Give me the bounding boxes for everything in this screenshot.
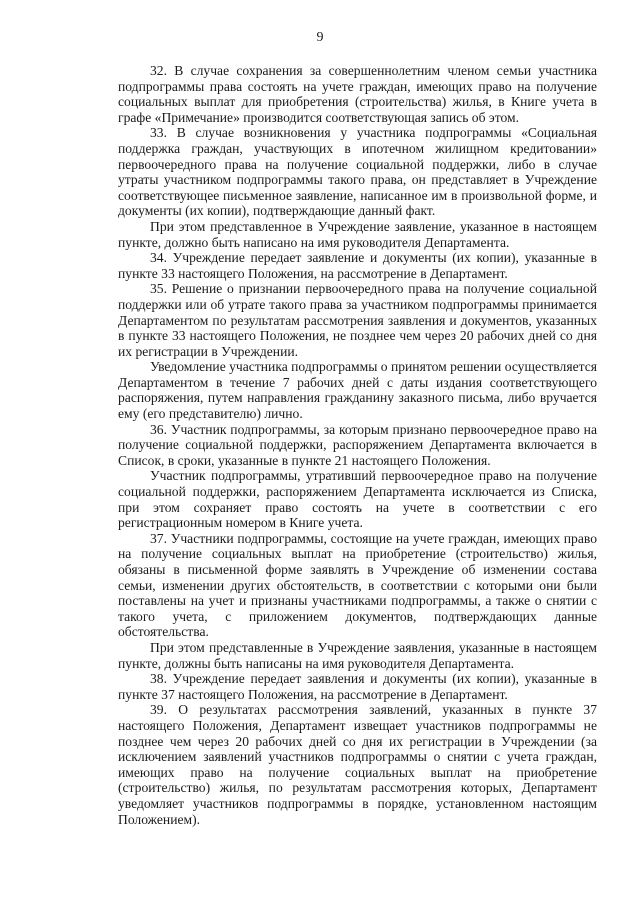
paragraph-32: 32. В случае сохранения за совершеннолетним членом семьи участника подпрограммы права состоять на учете граждан, имеющих право на получение социальных выплат для приобретения (строительства) жилья, в Книге учета в графе «Примечание» производится соответствующая запись об этом.	[118, 63, 597, 125]
paragraph-35-notice: Уведомление участника подпрограммы о принятом решении осуществляется Департаментом в течение 7 рабочих дней с даты издания соответствующего распоряжения, путем направления гражданину заказного письма, либо вручается ему (его представителю) лично.	[118, 359, 597, 422]
paragraph-36-loss: Участник подпрограммы, утративший первоочередное право на получение социальной поддержки, распоряжением Департамента исключается из Списка, при этом сохраняет право состоять на учете в соответствии с его регистрационным номером в Книге учета.	[118, 468, 597, 531]
paragraph-33-note: При этом представленное в Учреждение заявление, указанное в настоящем пункте, должно быть написано на имя руководителя Департамента.	[118, 218, 597, 250]
paragraph-37-note: При этом представленные в Учреждение заявления, указанные в настоящем пункте, должны быть написаны на имя руководителя Департамента.	[118, 639, 597, 671]
paragraph-34: 34. Учреждение передает заявление и документы (их копии), указанные в пункте 33 настоящего Положения, на рассмотрение в Департамент.	[118, 250, 597, 281]
paragraph-35: 35. Решение о признании первоочередного права на получение социальной поддержки или об утрате такого права за участником подпрограммы принимается Департаментом по результатам рассмотрения заявления и документов, указанных в пункте 33 настоящего Положения, не позднее чем через 20 рабочих дней со дня их регистрации в Учреждении.	[118, 281, 597, 359]
paragraph-36: 36. Участник подпрограммы, за которым признано первоочередное право на получение социальной поддержки, распоряжением Департамента включается в Список, в сроки, указанные в пункте 21 настоящего Положения.	[118, 421, 597, 468]
paragraph-39: 39. О результатах рассмотрения заявлений, указанных в пункте 37 настоящего Положения, Департамент извещает участников подпрограммы не позднее чем через 20 рабочих дней со дня их регистрации в Учреждении (за исключением заявлений участников подпрограммы о снятии с учета граждан, имеющих право на получение социальных выплат на приобретение (строительство) жилья, по результатам рассмотрения которых, Департамент уведомляет участников подпрограммы в порядке, установленном настоящим Положением).	[118, 702, 597, 827]
paragraph-37: 37. Участники подпрограммы, состоящие на учете граждан, имеющих право на получение социальных выплат на приобретение (строительство) жилья, обязаны в письменной форме заявлять в Учреждение об изменении состава семьи, изменении других обстоятельств, в соответствии с которыми они были поставлены на учет и признаны участниками подпрограммы, а также о снятии с такого учета, с приложением документов, подтверждающих данные обстоятельства.	[118, 530, 597, 640]
page-number: 9	[316, 30, 324, 45]
paragraph-38: 38. Учреждение передает заявления и документы (их копии), указанные в пункте 37 настоящего Положения, на рассмотрение в Департамент.	[118, 671, 597, 702]
document-body	[118, 63, 597, 827]
paragraph-33: 33. В случае возникновения у участника подпрограммы «Социальная поддержка граждан, участвующих в ипотечном жилищном кредитовании» первоочередного права на получение социальной поддержки, либо в случае утраты участником подпрограммы такого права, он представляет в Учреждение соответствующее письменное заявление, написанное им в произвольной форме, и документы (их копии), подтверждающие данный факт.	[118, 125, 597, 219]
